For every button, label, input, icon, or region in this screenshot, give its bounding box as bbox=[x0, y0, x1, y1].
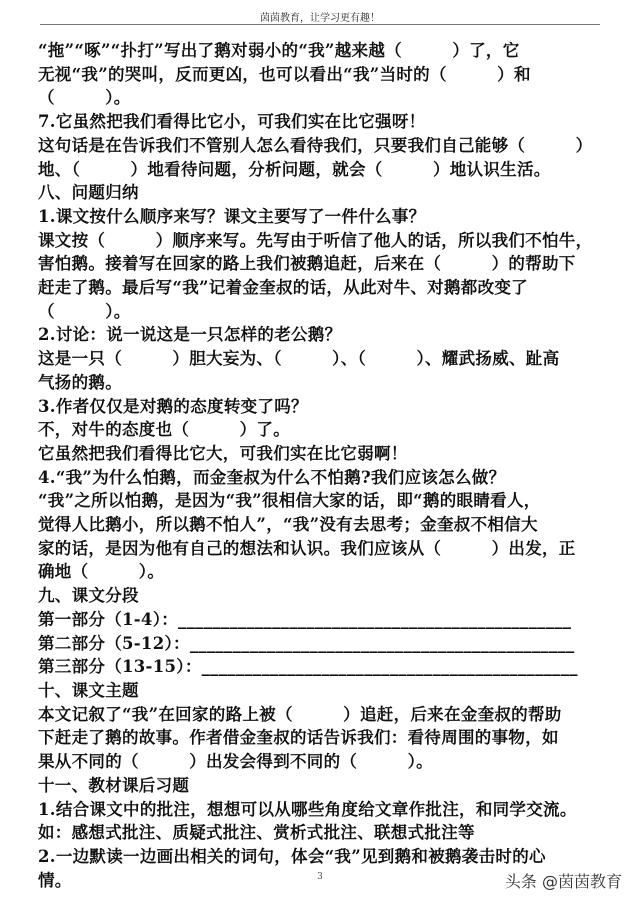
text-line: 觉得人比鹅小，所以鹅不怕人”，“我”没有去思考；金奎叔不相信大 bbox=[38, 515, 538, 535]
text-line: 果从不同的（ ）出发会得到不同的（ ）。 bbox=[38, 752, 433, 772]
question-4: 4.“我”为什么怕鹅，而金奎叔为什么不怕鹅?我们应该怎么做？ bbox=[38, 467, 506, 487]
watermark: 头条 @茵茵教育 bbox=[504, 872, 622, 891]
text-line: （ ）。 bbox=[38, 88, 131, 108]
section-heading-9: 九、课文分段 bbox=[38, 586, 139, 606]
text-line: （ ）。 bbox=[38, 301, 131, 321]
part-2-line: 第二部分（5-12）：_____________________________________________ bbox=[38, 633, 575, 653]
text-line: 地、（ ）地看待问题，分析问题，就会（ ）地认识生活。 bbox=[38, 159, 551, 179]
text-line: 它虽然把我们看得比它大，可我们实在比它弱啊！ bbox=[38, 443, 408, 463]
text-line: “我”之所以怕鹅，是因为“我”很相信大家的话，即“鹅的眼睛看人， bbox=[38, 491, 541, 511]
text-line: “拖”“啄”“扑打”写出了鹅对弱小的“我”越来越（ ）了，它 bbox=[38, 41, 520, 60]
text-line: 无视“我”的哭叫，反而更凶，也可以看出“我”当时的（ ）和 bbox=[38, 64, 531, 84]
exercise-1: 1.结合课文中的批注，想想可以从哪些角度给文章作批注，和同学交流。 bbox=[38, 799, 577, 819]
section-heading-11: 十一、教材课后习题 bbox=[38, 775, 190, 795]
question-7: 7.它虽然把我们看得比它小，可我们实在比它强呀！ bbox=[38, 112, 426, 132]
text-line: 害怕鹅。接着写在回家的路上我们被鹅追赶，后来在（ ）的帮助下 bbox=[38, 254, 576, 274]
text-line: 确地（ ）。 bbox=[38, 562, 165, 582]
header-divider bbox=[40, 24, 600, 25]
text-line: 课文按（ ）顺序来写。先写由于听信了他人的话，所以我们不怕牛， bbox=[38, 230, 593, 250]
text-line: 这句话是在告诉我们不管别人怎么看待我们，只要我们自己能够（ ） bbox=[38, 135, 593, 155]
text-line: 情。 bbox=[38, 870, 72, 890]
part-3-line: 第三部分（13-15）：____________________________________________ bbox=[38, 657, 578, 677]
document-body bbox=[38, 39, 604, 892]
question-1: 1.课文按什么顺序来写？课文主要写了一件什么事？ bbox=[38, 206, 426, 226]
part-1-line: 第一部分（1-4）：______________________________________________ bbox=[38, 609, 572, 629]
text-line: 下赶走了鹅的故事。作者借金奎叔的话告诉我们：看待周围的事物，如 bbox=[38, 728, 559, 748]
text-line: 赶走了鹅。最后写“我”记着金奎叔的话，从此对牛、对鹅都改变了 bbox=[38, 278, 528, 298]
question-2: 2.讨论：说一说这是一只怎样的老公鹅？ bbox=[38, 325, 342, 345]
text-line: 家的话，是因为他有自己的想法和认识。我们应该从（ ）出发，正 bbox=[38, 538, 576, 558]
section-heading-10: 十、课文主题 bbox=[38, 680, 139, 700]
page-header: 茵茵教育，让学习更有趣！ bbox=[260, 13, 380, 24]
section-heading-8: 八、问题归纳 bbox=[38, 183, 139, 203]
text-line: 这是一只（ ）胆大妄为、（ ）、（ ）、耀武扬威、趾高 bbox=[38, 349, 560, 369]
exercise-2: 2.一边默读一边画出相关的词句，体会“我”见到鹅和被鹅袭击时的心 bbox=[38, 846, 546, 866]
page-number: 3 bbox=[317, 872, 323, 882]
text-line: 本文记叙了“我”在回家的路上被（ ）追赶，后来在金奎叔的帮助 bbox=[38, 704, 562, 724]
question-3: 3.作者仅仅是对鹅的态度转变了吗？ bbox=[38, 396, 308, 416]
text-line: 不，对牛的态度也（ ）了。 bbox=[38, 420, 290, 440]
text-line: 气扬的鹅。 bbox=[38, 372, 122, 392]
text-line: 如：感想式批注、质疑式批注、赏析式批注、联想式批注等 bbox=[38, 823, 475, 843]
